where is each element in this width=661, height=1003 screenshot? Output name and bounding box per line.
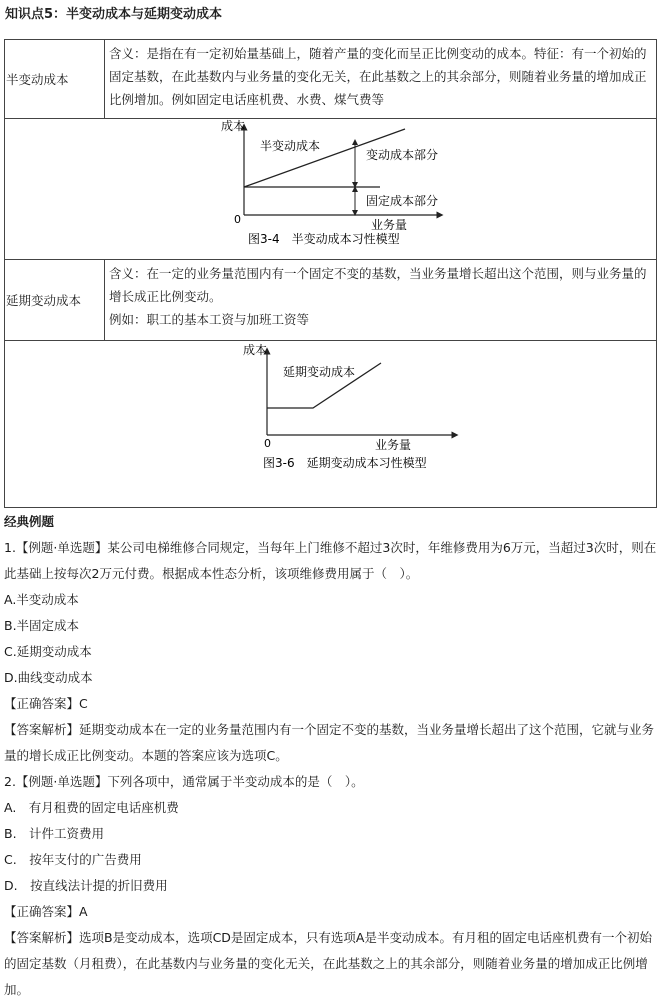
x-axis-label: 业务量 (371, 218, 408, 232)
semi-variable-figure (5, 119, 656, 259)
q2-stem: 2.【例题·单选题】下列各项中，通常属于半变动成本的是（ ）。 (4, 774, 364, 789)
delayed-variable-definition (105, 260, 657, 341)
figure-caption: 图3-4 半变动成本习性模型 (248, 232, 400, 246)
q1-option-b: B.半固定成本 (4, 618, 80, 633)
q1-answer: 【正确答案】C (4, 696, 88, 711)
variable-part-label: 变动成本部分 (366, 148, 439, 162)
q1-stem: 1.【例题·单选题】某公司电梯维修合同规定，当每年上门维修不超过3次时，年维修费用为6万元，当超过3次时，则在此基础上按每次2万元付费。根据成本性态分析，该项维修费用属于（ ）。 (4, 540, 657, 581)
delayed-variable-figure-cell (5, 341, 657, 508)
q2-option-d: D. 按直线法计提的折旧费用 (4, 878, 168, 893)
line-label: 半变动成本 (260, 139, 321, 153)
fixed-part-label: 固定成本部分 (366, 194, 439, 208)
q2-answer: 【正确答案】A (4, 904, 88, 919)
y-axis-label: 成本 (221, 119, 246, 133)
q1-option-a: A.半变动成本 (4, 592, 79, 607)
semi-variable-figure-cell (5, 119, 657, 260)
delayed-variable-label: 延期变动成本 (5, 260, 105, 341)
semi-variable-label: 半变动成本 (5, 40, 105, 119)
examples-section (4, 509, 658, 1003)
delayed-variable-figure (5, 341, 656, 507)
knowledge-table (4, 39, 657, 508)
figure-caption: 图3-6 延期变动成本习性模型 (263, 456, 427, 470)
q2-option-b: B. 计件工资费用 (4, 826, 105, 841)
q1-option-d: D.曲线变动成本 (4, 670, 93, 685)
q1-option-c: C.延期变动成本 (4, 644, 92, 659)
section-title: 知识点5：半变动成本与延期变动成本 (5, 7, 223, 22)
origin-label: 0 (234, 213, 241, 226)
line-label: 延期变动成本 (283, 365, 356, 379)
y-axis-label: 成本 (243, 343, 268, 357)
delayed-definition-example: 例如：职工的基本工资与加班工资等 (109, 312, 310, 327)
origin-label: 0 (264, 437, 271, 450)
semi-variable-definition: 含义：是指在有一定初始量基础上，随着产量的变化而呈正比例变动的成本。特征：有一个初始的固定基数，在此基数内与业务量的变化无关，在此基数之上的其余部分，则随着业务量的增加成正比例增加。例如固定电话座机费、水费、煤气费等 (105, 40, 657, 119)
x-axis-label: 业务量 (375, 438, 412, 452)
q2-option-c: C. 按年支付的广告费用 (4, 852, 142, 867)
examples-heading: 经典例题 (4, 514, 55, 529)
q1-analysis: 【答案解析】延期变动成本在一定的业务量范围内有一个固定不变的基数，当业务量增长超出了这个范围，它就与业务量的增长成正比例变动。本题的答案应该为选项C。 (4, 722, 655, 763)
q2-option-a: A. 有月租费的固定电话座机费 (4, 800, 179, 815)
q2-analysis: 【答案解析】选项B是变动成本，选项CD是固定成本，只有选项A是半变动成本。有月租的固定电话座机费有一个初始的固定基数（月租费），在此基数内与业务量的变化无关，在此基数之上的其余部分，则随着业务量的增加成正比例增加。 (4, 930, 652, 997)
delayed-definition-meaning: 含义：在一定的业务量范围内有一个固定不变的基数，当业务量增长超出这个范围，则与业务量的增长成正比例变动。 (109, 266, 647, 304)
